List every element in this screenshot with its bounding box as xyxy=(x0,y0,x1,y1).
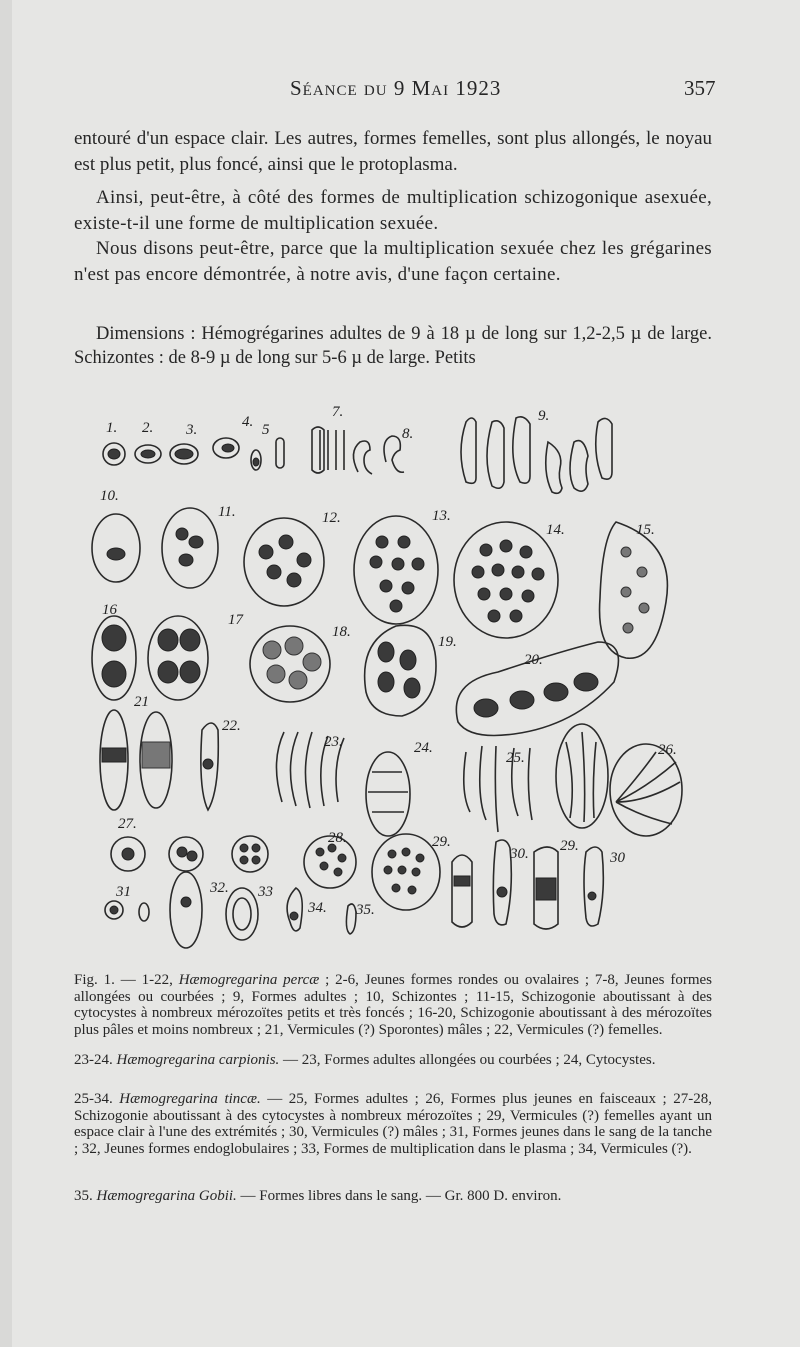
caption-1-text: ; 2-6, Jeunes formes rondes ou ovalaires ; 7-8, Jeunes formes allongées ou courbées ; 9, Formes adultes ; 10, Schizontes ; 11-15, Schizogonie aboutissant à des cytocystes à nombreux mérozoïtes petits et très foncés ; 16-20, Schizogonie aboutissant à des mérozoïtes plus pâles et moins nombreux ; 21, Vermicules (?) Sporontes) mâles ; 22, Vermicules (?) femelles. xyxy=(74,972,712,1038)
caption-2-species: Hæmogregarina carpionis. xyxy=(116,1052,280,1068)
caption-4-lead: 35. xyxy=(74,1188,97,1204)
caption-3 xyxy=(74,1091,712,1157)
fig-label-1: 1. xyxy=(106,420,118,436)
caption-1-lead: Fig. 1. — 1-22, xyxy=(74,972,179,988)
fig-label-9: 9. xyxy=(538,408,550,424)
caption-2 xyxy=(74,1052,712,1069)
fig-label-22: 22. xyxy=(222,718,241,734)
fig-16-20-group xyxy=(92,616,618,736)
fig-label-16: 16 xyxy=(102,602,117,618)
caption-4 xyxy=(74,1188,712,1205)
fig-label-30b: 30 xyxy=(610,850,625,866)
fig-label-34: 34. xyxy=(308,900,327,916)
fig-label-19: 19. xyxy=(438,634,457,650)
fig-1-9-group xyxy=(103,417,612,493)
fig-label-31: 31 xyxy=(116,884,131,900)
fig-label-20: 20. xyxy=(524,652,543,668)
fig-label-8: 8. xyxy=(402,426,414,442)
fig-label-33: 33 xyxy=(258,884,273,900)
paragraph-4: Dimensions : Hémogrégarines adultes de 9 à 18 µ de long sur 1,2-2,5 µ de large. Schizontes : de 8-9 µ de long sur 5-6 µ de large. Petits xyxy=(74,324,712,368)
caption-1 xyxy=(74,972,712,1038)
caption-2-text: — 23, Formes adultes allongées ou courbées ; 24, Cytocystes. xyxy=(279,1052,656,1068)
fig-label-13: 13. xyxy=(432,508,451,524)
fig-label-29: 29. xyxy=(432,834,451,850)
paragraph-3: Nous disons peut-être, parce que la multiplication sexuée chez les grégarines n'est pas encore démontrée, à notre avis, d'une façon certaine. xyxy=(74,238,712,285)
caption-4-text: — Formes libres dans le sang. — Gr. 800 D. environ. xyxy=(236,1188,562,1204)
figure-plate xyxy=(86,402,706,962)
fig-label-3: 3. xyxy=(186,422,198,438)
fig-label-17: 17 xyxy=(228,612,243,628)
fig-label-24: 24. xyxy=(414,740,433,756)
fig-label-29b: 29. xyxy=(560,838,579,854)
fig-label-4: 4. xyxy=(242,414,254,430)
plate-drawing xyxy=(86,402,706,962)
caption-3-text: — 25, Formes adultes ; 26, Formes plus jeunes en faisceaux ; 27-28, Schizogonie aboutissant à des cytocystes à nombreux mérozoïtes ; 29, Vermicules (?) femelles ayant un espace clair à l'une des extrémités ; 30, Vermicules (?) mâles ; 31, Formes jeunes dans le sang de la tanche ; 32, Jeunes formes endoglobulaires ; 33, Formes de multiplication dans le plasma ; 34, Vermicules (?). xyxy=(74,1091,712,1157)
fig-label-25: 25. xyxy=(506,750,525,766)
page-header xyxy=(0,76,800,106)
fig-label-18: 18. xyxy=(332,624,351,640)
caption-2-lead: 23-24. xyxy=(74,1052,117,1068)
fig-label-28: 28. xyxy=(328,830,347,846)
fig-label-21: 21 xyxy=(134,694,149,710)
running-head: Séance du 9 Mai 1923 xyxy=(290,76,502,100)
fig-21-26-group xyxy=(100,710,682,836)
fig-label-32: 32. xyxy=(210,880,229,896)
paragraph-2: Ainsi, peut-être, à côté des formes de multiplication schizogonique asexuée, existe-t-il une forme de multiplication sexuée. xyxy=(74,187,712,234)
caption-3-lead: 25-34. xyxy=(74,1091,120,1107)
fig-label-14: 14. xyxy=(546,522,565,538)
caption-1-species: Hæmogregarina percæ xyxy=(178,972,320,988)
fig-label-23: 23. xyxy=(324,734,343,750)
fig-label-26: 26. xyxy=(658,742,677,758)
fig-label-2: 2. xyxy=(142,420,154,436)
fig-label-12: 12. xyxy=(322,510,341,526)
paragraph-1: entouré d'un espace clair. Les autres, formes femelles, sont plus allongés, le noyau est plus petit, plus foncé, ainsi que le protoplasma. xyxy=(74,128,712,175)
fig-label-35: 35. xyxy=(356,902,375,918)
fig-label-10: 10. xyxy=(100,488,119,504)
fig-label-7: 7. xyxy=(332,404,344,420)
caption-3-species: Hæmogregarina tincæ. xyxy=(119,1091,261,1107)
page-number: 357 xyxy=(684,76,716,100)
fig-label-15: 15. xyxy=(636,522,655,538)
fig-label-30: 30. xyxy=(510,846,529,862)
fig-label-5: 5 xyxy=(262,422,270,438)
fig-label-11: 11. xyxy=(218,504,236,520)
fig-label-27: 27. xyxy=(118,816,137,832)
caption-4-species: Hæmogregarina Gobii. xyxy=(96,1188,237,1204)
